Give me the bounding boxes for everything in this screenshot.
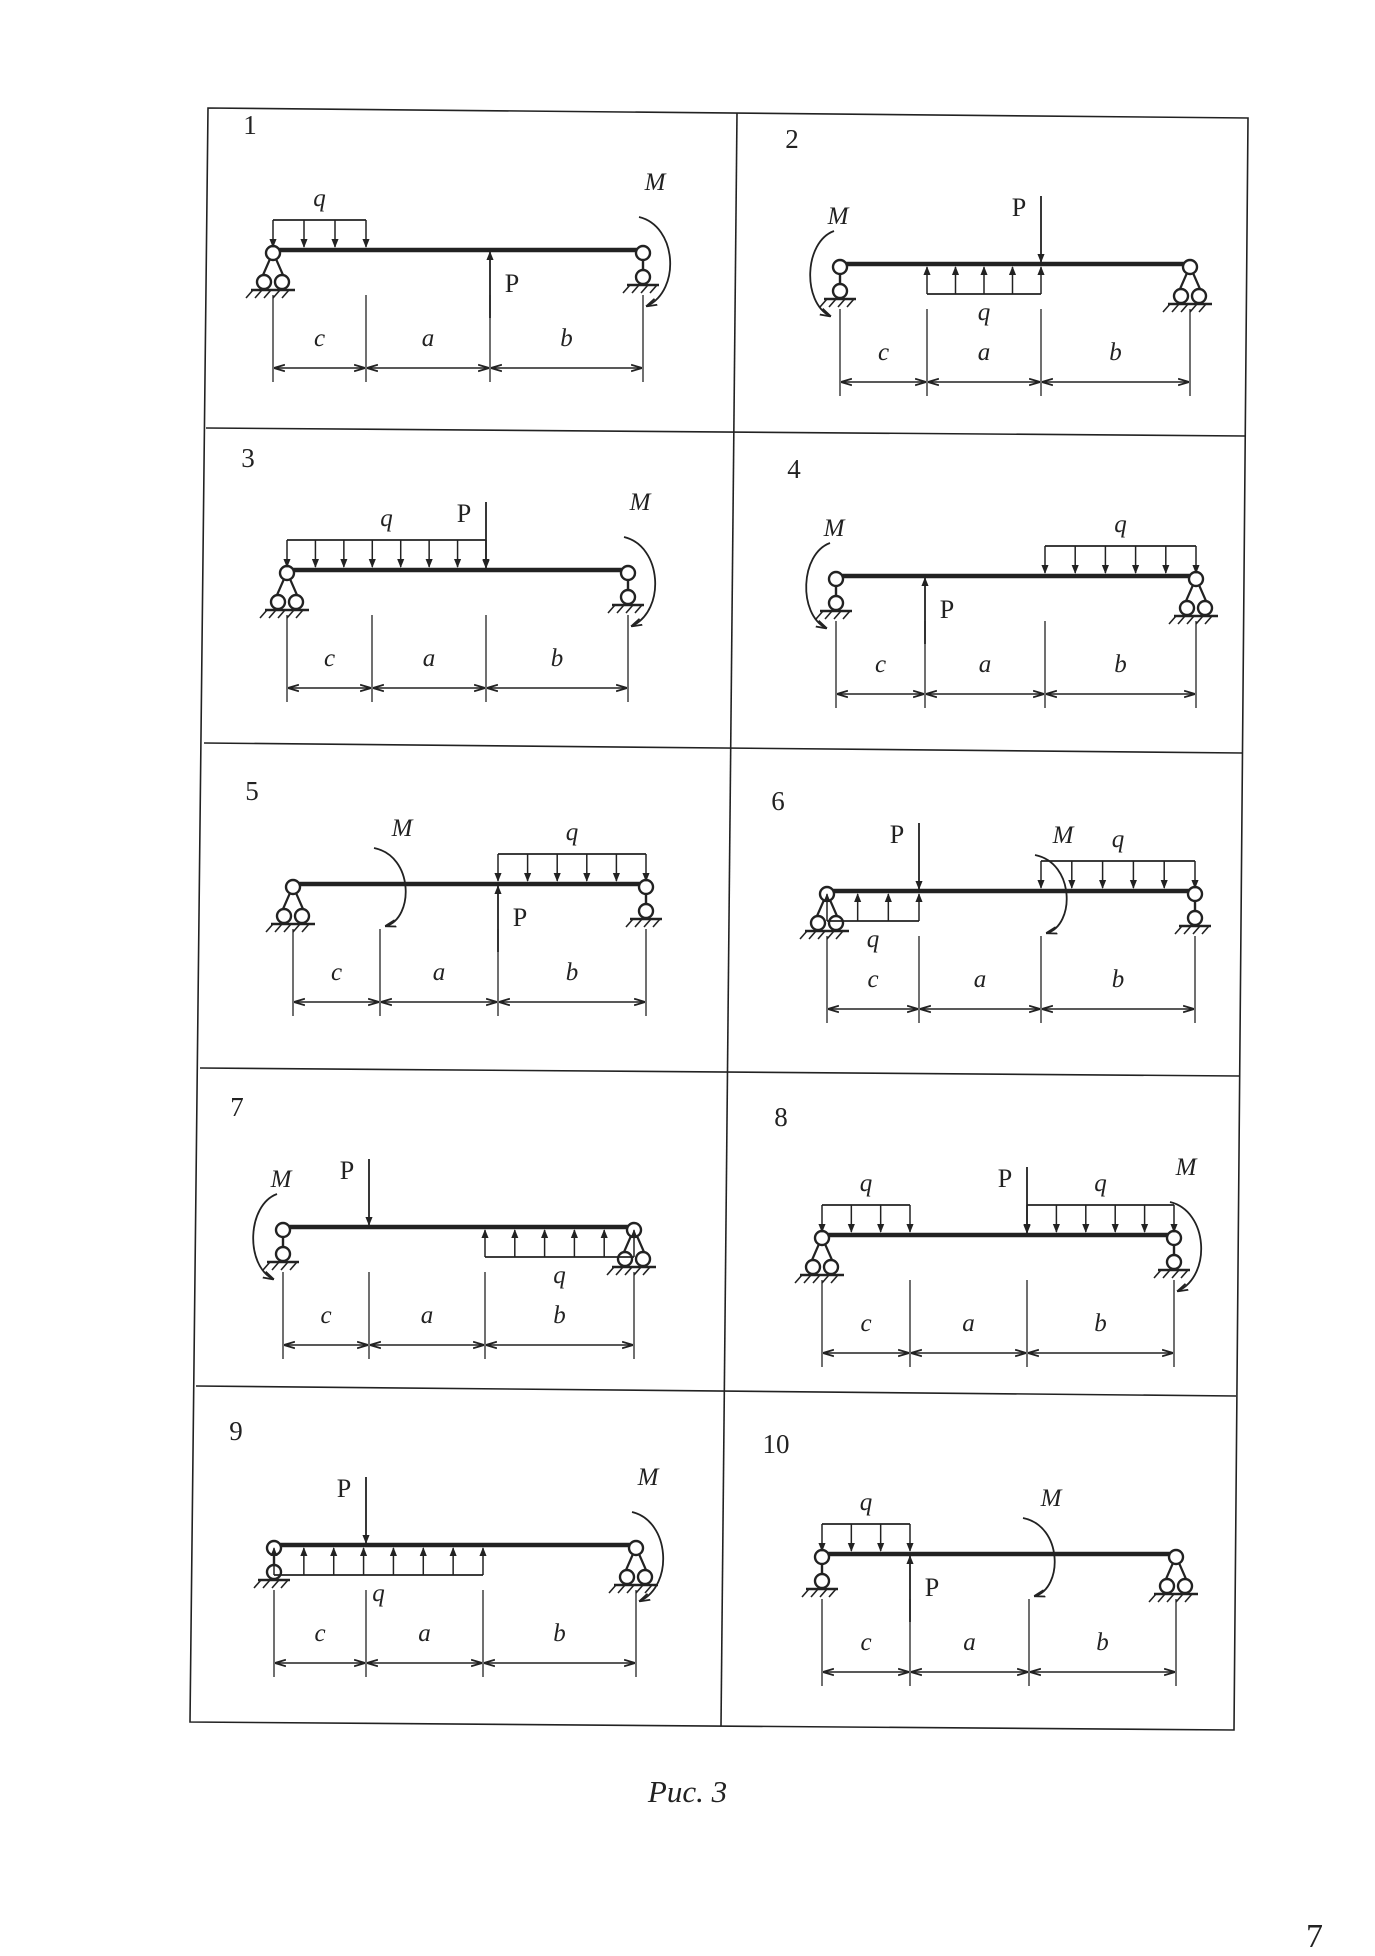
- roller-support-roller: [833, 284, 847, 298]
- pin-support-strut: [637, 1236, 644, 1252]
- load-label: q: [1111, 826, 1125, 853]
- segment-label: a: [962, 1310, 975, 1337]
- pin-support-hinge: [815, 1231, 829, 1245]
- pin-support-strut: [276, 259, 283, 275]
- scheme-2: [785, 124, 1212, 396]
- roller-support-hinge: [621, 566, 635, 580]
- pin-support-roller: [806, 1260, 820, 1274]
- ground-hatch: [626, 919, 633, 927]
- segment-label: b: [1114, 651, 1127, 678]
- pin-support-strut: [263, 259, 270, 275]
- roller-support-hinge: [1167, 1231, 1181, 1245]
- load-label: q: [565, 819, 579, 846]
- pin-support-roller: [829, 916, 843, 930]
- scheme-number: 9: [229, 1416, 243, 1446]
- scheme-number: 10: [762, 1429, 790, 1459]
- scheme-3: [241, 443, 655, 702]
- segment-label: a: [963, 1629, 976, 1656]
- pin-support-strut: [277, 579, 284, 595]
- pin-support-hinge: [286, 880, 300, 894]
- segment-label: b: [565, 959, 579, 986]
- load-label: q: [372, 1580, 385, 1607]
- roller-support-hinge: [1188, 887, 1202, 901]
- scheme-5: [245, 776, 662, 1016]
- ground-hatch: [260, 610, 267, 618]
- moment-label: M: [823, 515, 845, 542]
- segment-label: c: [314, 1620, 326, 1647]
- force-label: P: [939, 595, 955, 624]
- pin-support-roller: [1192, 289, 1206, 303]
- ground-hatch: [609, 1585, 616, 1593]
- force-label: P: [504, 269, 520, 298]
- moment-arc: [632, 1512, 663, 1601]
- load-label: q: [977, 299, 991, 326]
- pin-support-roller: [1180, 601, 1194, 615]
- page-number: 7: [1306, 1918, 1323, 1955]
- pin-support-roller: [289, 595, 303, 609]
- pin-support-roller: [824, 1260, 838, 1274]
- pin-support-strut: [1186, 585, 1193, 601]
- segment-label: b: [553, 1620, 566, 1647]
- moment-arc: [1023, 1518, 1055, 1596]
- pin-support-roller: [811, 916, 825, 930]
- pin-support-roller: [275, 275, 289, 289]
- scheme-number: 5: [245, 776, 259, 806]
- roller-support-roller: [621, 590, 635, 604]
- moment-label: M: [1052, 822, 1074, 849]
- pin-support-hinge: [266, 246, 280, 260]
- segment-label: a: [422, 645, 436, 672]
- roller-support-hinge: [636, 246, 650, 260]
- segment-label: c: [867, 966, 879, 993]
- scheme-6: [771, 786, 1211, 1023]
- ground-hatch: [263, 1262, 270, 1270]
- pin-support-roller: [636, 1252, 650, 1266]
- ground-hatch: [254, 1580, 261, 1588]
- segment-label: c: [323, 645, 336, 672]
- force-label: P: [889, 820, 905, 849]
- roller-support-roller: [276, 1247, 290, 1261]
- pin-support-strut: [825, 1244, 832, 1260]
- ground-hatch: [1163, 304, 1170, 312]
- segment-label: c: [860, 1629, 872, 1656]
- moment-label: M: [1040, 1485, 1062, 1512]
- scheme-8: [774, 1102, 1201, 1367]
- scheme-7: [230, 1092, 656, 1359]
- pin-support-strut: [1166, 1563, 1173, 1579]
- ground-hatch: [608, 605, 615, 613]
- pin-support-roller: [1198, 601, 1212, 615]
- pin-support-hinge: [280, 566, 294, 580]
- pin-support-strut: [817, 900, 824, 916]
- pin-support-strut: [830, 900, 837, 916]
- scheme-10: [763, 1429, 1199, 1686]
- ground-hatch: [1149, 1594, 1156, 1602]
- force-label: P: [1011, 193, 1027, 222]
- load-label: q: [313, 185, 326, 212]
- segment-label: b: [550, 645, 564, 672]
- ground-hatch: [1154, 1270, 1161, 1278]
- roller-support-roller: [815, 1574, 829, 1588]
- ground-hatch: [820, 299, 827, 307]
- segment-label: b: [1094, 1310, 1107, 1337]
- scheme-number: 7: [230, 1092, 244, 1122]
- scheme-1: [243, 110, 670, 382]
- load-label: q: [1094, 1170, 1107, 1197]
- pin-support-roller: [620, 1570, 634, 1584]
- scheme-number: 1: [243, 110, 257, 140]
- scheme-number: 4: [787, 454, 801, 484]
- roller-support-hinge: [815, 1550, 829, 1564]
- pin-support-strut: [812, 1244, 819, 1260]
- segment-label: c: [877, 339, 890, 366]
- scheme-number: 8: [774, 1102, 788, 1132]
- pin-support-roller: [277, 909, 291, 923]
- moment-label: M: [270, 1166, 292, 1193]
- pin-support-strut: [626, 1554, 633, 1570]
- segment-label: a: [973, 966, 987, 993]
- ground-hatch: [802, 1589, 809, 1597]
- scheme-number: 3: [241, 443, 255, 473]
- pin-support-hinge: [1183, 260, 1197, 274]
- segment-label: b: [1109, 339, 1122, 366]
- scheme-number: 6: [771, 786, 785, 816]
- segment-label: b: [1111, 966, 1125, 993]
- roller-support-roller: [636, 270, 650, 284]
- pin-support-roller: [295, 909, 309, 923]
- ground-hatch: [1175, 926, 1182, 934]
- segment-label: c: [874, 651, 887, 678]
- pin-support-strut: [1180, 273, 1187, 289]
- load-label: q: [553, 1262, 566, 1289]
- scheme-4: [787, 454, 1218, 708]
- moment-label: M: [637, 1464, 659, 1491]
- pin-support-roller: [1174, 289, 1188, 303]
- pin-support-roller: [618, 1252, 632, 1266]
- ground-hatch: [246, 290, 253, 298]
- force-label: P: [924, 1573, 940, 1602]
- moment-arc: [374, 848, 406, 926]
- moment-arc: [1035, 855, 1067, 933]
- pin-support-roller: [271, 595, 285, 609]
- segment-label: b: [1096, 1629, 1109, 1656]
- roller-support-hinge: [833, 260, 847, 274]
- load-label: q: [859, 1489, 873, 1516]
- segment-label: c: [860, 1310, 872, 1337]
- pin-support-roller: [1178, 1579, 1192, 1593]
- moment-label: M: [644, 169, 666, 196]
- segment-label: a: [977, 339, 991, 366]
- load-label: q: [866, 926, 880, 953]
- segment-label: a: [978, 651, 992, 678]
- roller-support-hinge: [639, 880, 653, 894]
- pin-support-roller: [1160, 1579, 1174, 1593]
- segment-label: a: [432, 959, 446, 986]
- segment-label: c: [313, 325, 326, 352]
- load-label: q: [1114, 511, 1127, 538]
- segment-label: a: [418, 1620, 431, 1647]
- pin-support-strut: [290, 579, 297, 595]
- moment-arc: [806, 543, 830, 628]
- segment-label: c: [330, 959, 343, 986]
- roller-support-roller: [639, 904, 653, 918]
- segment-label: b: [553, 1302, 566, 1329]
- pin-support-hinge: [1169, 1550, 1183, 1564]
- force-label: P: [339, 1156, 355, 1185]
- moment-label: M: [629, 489, 651, 516]
- ground-hatch: [816, 611, 823, 619]
- moment-arc: [253, 1194, 277, 1279]
- moment-arc: [810, 231, 834, 316]
- moment-label: M: [1175, 1154, 1197, 1181]
- ground-hatch: [607, 1267, 614, 1275]
- pin-support-strut: [1193, 273, 1200, 289]
- pin-support-strut: [624, 1236, 631, 1252]
- pin-support-strut: [639, 1554, 646, 1570]
- segment-label: a: [420, 1302, 434, 1329]
- load-label: q: [859, 1170, 873, 1197]
- force-label: P: [512, 903, 528, 932]
- pin-support-strut: [1199, 585, 1206, 601]
- segment-label: a: [421, 325, 435, 352]
- roller-support-roller: [1188, 911, 1202, 925]
- ground-hatch: [623, 285, 630, 293]
- pin-support-roller: [257, 275, 271, 289]
- ground-hatch: [800, 931, 807, 939]
- roller-support-hinge: [829, 572, 843, 586]
- pin-support-strut: [1179, 1563, 1186, 1579]
- scheme-9: [229, 1416, 663, 1677]
- scheme-number: 2: [785, 124, 799, 154]
- force-label: P: [456, 499, 472, 528]
- ground-hatch: [266, 924, 273, 932]
- pin-support-strut: [283, 893, 290, 909]
- moment-label: M: [391, 815, 413, 842]
- moment-label: M: [827, 203, 849, 230]
- figure-caption: Рис. 3: [647, 1774, 728, 1809]
- ground-hatch: [1169, 616, 1176, 624]
- force-label: P: [336, 1474, 352, 1503]
- pin-support-hinge: [1189, 572, 1203, 586]
- pin-support-hinge: [629, 1541, 643, 1555]
- roller-support-roller: [1167, 1255, 1181, 1269]
- pin-support-roller: [638, 1570, 652, 1584]
- roller-support-hinge: [276, 1223, 290, 1237]
- segment-label: c: [320, 1302, 332, 1329]
- segment-label: b: [560, 325, 573, 352]
- load-label: q: [380, 505, 393, 532]
- force-label: P: [997, 1164, 1013, 1193]
- ground-hatch: [795, 1275, 802, 1283]
- pin-support-strut: [296, 893, 303, 909]
- roller-support-roller: [829, 596, 843, 610]
